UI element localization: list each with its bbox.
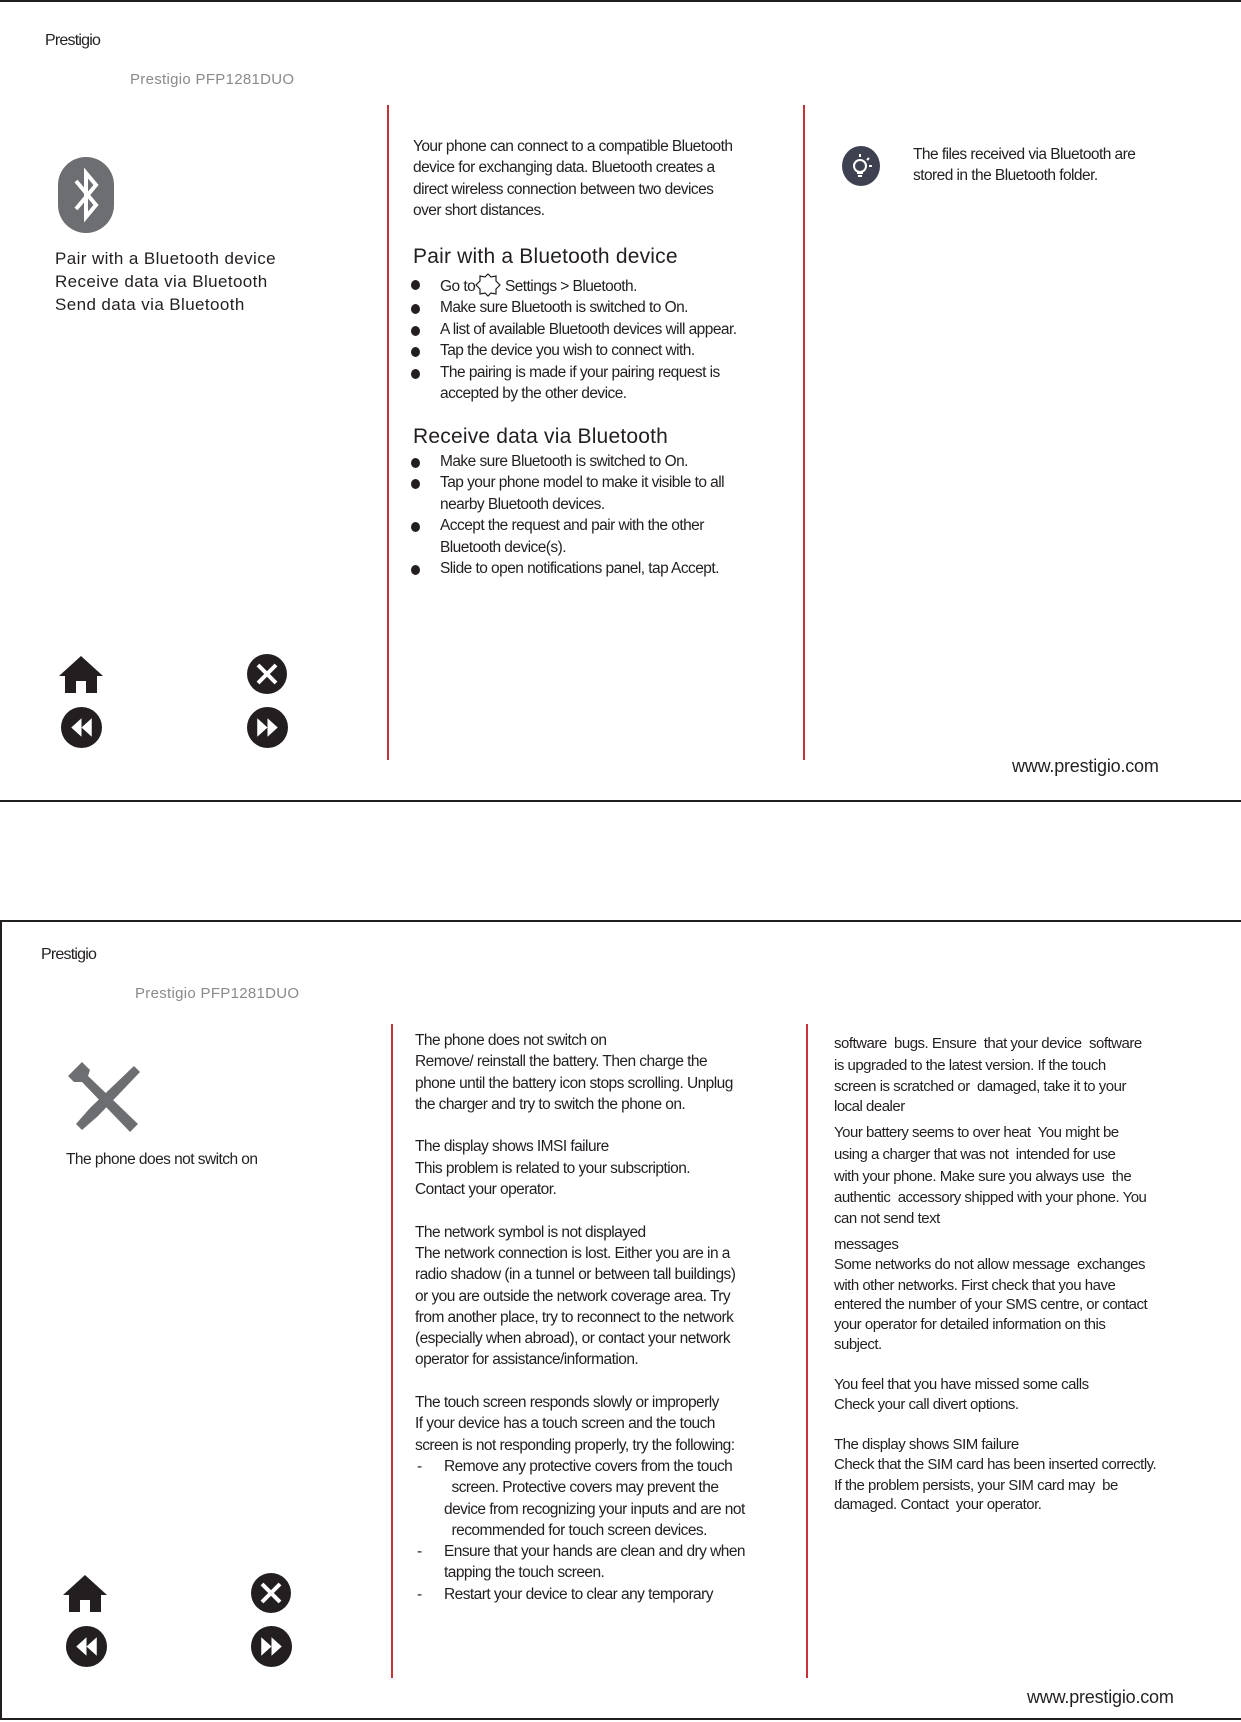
text: A list of available Bluetooth devices will appear. bbox=[440, 320, 737, 338]
page2-top-border bbox=[0, 920, 1241, 922]
bullet-icon bbox=[411, 458, 420, 468]
text-line: damaged. Contact your operator. bbox=[834, 1496, 1042, 1513]
text: Slide to open notifications panel, tap Accept. bbox=[440, 560, 719, 578]
page2-left-border bbox=[0, 920, 2, 1720]
left-menu bbox=[55, 247, 276, 316]
text-line: is upgraded to the latest version. If the touch bbox=[834, 1057, 1106, 1074]
list-item bbox=[415, 1456, 745, 1541]
text-line: or you are outside the network coverage area. Try bbox=[415, 1287, 731, 1305]
text: Tap the device you wish to connect with. bbox=[440, 342, 695, 360]
page1-top-border bbox=[0, 0, 1241, 2]
text: nearby Bluetooth devices. bbox=[440, 495, 605, 513]
text-line: The network connection is lost. Either you are in a bbox=[415, 1244, 730, 1262]
text-line: over short distances. bbox=[413, 202, 545, 220]
tools-icon[interactable] bbox=[251, 1573, 291, 1613]
text-line: entered the number of your SMS centre, or contact bbox=[834, 1296, 1148, 1313]
list-item bbox=[411, 340, 736, 361]
list-item bbox=[411, 273, 736, 297]
text-line: subject. bbox=[834, 1336, 882, 1353]
text-line: You feel that you have missed some calls bbox=[834, 1376, 1089, 1393]
text-line: local dealer bbox=[834, 1098, 905, 1115]
model-name: Prestigio PFP1281DUO bbox=[130, 71, 295, 88]
tools-icon bbox=[68, 1060, 144, 1136]
page1-bottom-border bbox=[0, 800, 1241, 802]
bullet-icon bbox=[411, 326, 420, 336]
text: Accept the request and pair with the other bbox=[440, 517, 704, 535]
text-line: messages bbox=[834, 1236, 899, 1253]
text-line: Contact your operator. bbox=[415, 1181, 557, 1199]
text-line: stored in the Bluetooth folder. bbox=[913, 167, 1098, 185]
tip-text bbox=[913, 144, 1135, 187]
text-line: Check your call divert options. bbox=[834, 1396, 1019, 1413]
text-line: the charger and try to switch the phone on. bbox=[415, 1095, 686, 1113]
menu-item-receive[interactable]: Receive data via Bluetooth bbox=[55, 272, 268, 291]
text-line: Check that the SIM card has been inserted correctly. bbox=[834, 1456, 1157, 1473]
tools-icon[interactable] bbox=[247, 654, 287, 694]
bullet-icon bbox=[411, 522, 420, 532]
website-link[interactable]: www.prestigio.com bbox=[1027, 1687, 1174, 1707]
column-divider bbox=[803, 105, 805, 760]
text: Tap your phone model to make it visible to all bbox=[440, 474, 725, 492]
list-item bbox=[411, 472, 724, 515]
text: device from recognizing your inputs and are not bbox=[444, 1500, 745, 1518]
text: Settings > Bluetooth. bbox=[504, 278, 637, 295]
bluetooth-icon bbox=[58, 157, 114, 233]
rewind-icon[interactable] bbox=[61, 707, 102, 748]
bullet-icon bbox=[411, 280, 420, 290]
text-line: If your device has a touch screen and the touch bbox=[415, 1415, 715, 1433]
text: screen. Protective covers may prevent the bbox=[444, 1479, 719, 1497]
column-divider bbox=[387, 105, 389, 760]
list-item bbox=[415, 1541, 745, 1584]
text-line: The display shows IMSI failure bbox=[415, 1138, 609, 1156]
home-icon[interactable] bbox=[57, 654, 105, 694]
list-item bbox=[411, 319, 736, 340]
dash-bullet: - bbox=[417, 1458, 422, 1475]
text: tapping the touch screen. bbox=[444, 1564, 605, 1582]
website-link[interactable]: www.prestigio.com bbox=[1012, 756, 1159, 776]
text-line: screen is scratched or damaged, take it to your bbox=[834, 1078, 1126, 1095]
text-line: The display shows SIM failure bbox=[834, 1436, 1019, 1453]
text-line: Some networks do not allow message exchanges bbox=[834, 1256, 1146, 1273]
list-item bbox=[411, 558, 724, 579]
text-line: (especially when abroad), or contact your network bbox=[415, 1330, 731, 1348]
brand-logo: Prestigio bbox=[45, 32, 101, 49]
text: The pairing is made if your pairing request is bbox=[440, 363, 720, 381]
text-line: your operator for detailed information on this bbox=[834, 1316, 1106, 1333]
text: Restart your device to clear any temporary bbox=[444, 1585, 713, 1603]
column-divider bbox=[806, 1024, 808, 1678]
home-icon[interactable] bbox=[61, 1573, 109, 1613]
dash-list bbox=[415, 1456, 745, 1605]
text-line: The touch screen responds slowly or improperly bbox=[415, 1394, 719, 1412]
text-line bbox=[415, 1115, 735, 1136]
intro-text bbox=[413, 136, 732, 222]
text-line: from another place, try to reconnect to the network bbox=[415, 1308, 734, 1326]
model-name: Prestigio PFP1281DUO bbox=[135, 985, 300, 1002]
text: accepted by the other device. bbox=[440, 385, 627, 403]
fast-forward-icon[interactable] bbox=[247, 707, 288, 748]
bullet-icon bbox=[411, 565, 420, 575]
text-line: This problem is related to your subscription. bbox=[415, 1159, 691, 1177]
text-line bbox=[415, 1371, 735, 1392]
text: Remove any protective covers from the touch bbox=[444, 1458, 733, 1475]
page2-bottom-border bbox=[0, 1718, 1241, 1720]
pair-list bbox=[411, 273, 736, 404]
receive-list bbox=[411, 451, 724, 579]
troubleshooting-text bbox=[415, 1030, 735, 1456]
list-item bbox=[411, 451, 724, 472]
text-line: software bugs. Ensure that your device software bbox=[834, 1035, 1142, 1052]
list-item bbox=[411, 362, 736, 405]
bullet-icon bbox=[411, 304, 420, 314]
text-line: Your phone can connect to a compatible Bluetooth bbox=[413, 138, 733, 155]
text: Make sure Bluetooth is switched to On. bbox=[440, 299, 688, 317]
text-line: screen is not responding properly, try the following: bbox=[415, 1436, 735, 1454]
text-line: Your battery seems to over heat You might be bbox=[834, 1124, 1119, 1141]
column-divider bbox=[391, 1024, 393, 1678]
bullet-icon bbox=[411, 347, 420, 357]
text-line: authentic accessory shipped with your phone. You bbox=[834, 1189, 1147, 1206]
rewind-icon[interactable] bbox=[66, 1626, 107, 1667]
tip-lightbulb-icon bbox=[842, 146, 880, 186]
text-line: device for exchanging data. Bluetooth creates a bbox=[413, 159, 715, 177]
text: Go to bbox=[440, 278, 476, 295]
text-line: operator for assistance/information. bbox=[415, 1351, 639, 1369]
text-line: can not send text bbox=[834, 1210, 940, 1227]
text: Ensure that your hands are clean and dry when bbox=[444, 1543, 745, 1561]
text: Make sure Bluetooth is switched to On. bbox=[440, 453, 688, 470]
text-line: with other networks. First check that you have bbox=[834, 1277, 1116, 1294]
dash-bullet: - bbox=[417, 1585, 422, 1603]
text-line: The files received via Bluetooth are bbox=[913, 146, 1136, 163]
text: Bluetooth device(s). bbox=[440, 538, 566, 556]
bullet-icon bbox=[411, 479, 420, 489]
text-line: The network symbol is not displayed bbox=[415, 1223, 646, 1241]
list-item bbox=[411, 515, 724, 558]
settings-gear-icon bbox=[475, 273, 501, 297]
fast-forward-icon[interactable] bbox=[251, 1626, 292, 1667]
receive-heading: Receive data via Bluetooth bbox=[413, 425, 669, 448]
menu-item-pair[interactable]: Pair with a Bluetooth device bbox=[55, 249, 276, 268]
pair-heading: Pair with a Bluetooth device bbox=[413, 245, 678, 268]
text: recommended for touch screen devices. bbox=[444, 1521, 707, 1539]
dash-bullet: - bbox=[417, 1543, 422, 1561]
text-line: If the problem persists, your SIM card may be bbox=[834, 1477, 1118, 1494]
menu-item-send[interactable]: Send data via Bluetooth bbox=[55, 295, 245, 314]
text-line: radio shadow (in a tunnel or between tall buildings) bbox=[415, 1266, 736, 1284]
text-line: phone until the battery icon stops scrolling. Unplug bbox=[415, 1074, 733, 1092]
text-line: Remove/ reinstall the battery. Then charge the bbox=[415, 1053, 708, 1071]
list-item bbox=[411, 297, 736, 318]
text-line bbox=[415, 1200, 735, 1221]
left-label[interactable]: The phone does not switch on bbox=[66, 1151, 258, 1168]
text-line: direct wireless connection between two devices bbox=[413, 180, 714, 198]
list-item bbox=[415, 1584, 745, 1605]
bullet-icon bbox=[411, 369, 420, 379]
text-line: The phone does not switch on bbox=[415, 1032, 607, 1049]
brand-logo: Prestigio bbox=[41, 946, 97, 963]
text-line: with your phone. Make sure you always use the bbox=[834, 1168, 1132, 1185]
text-line: using a charger that was not intended for use bbox=[834, 1146, 1116, 1163]
